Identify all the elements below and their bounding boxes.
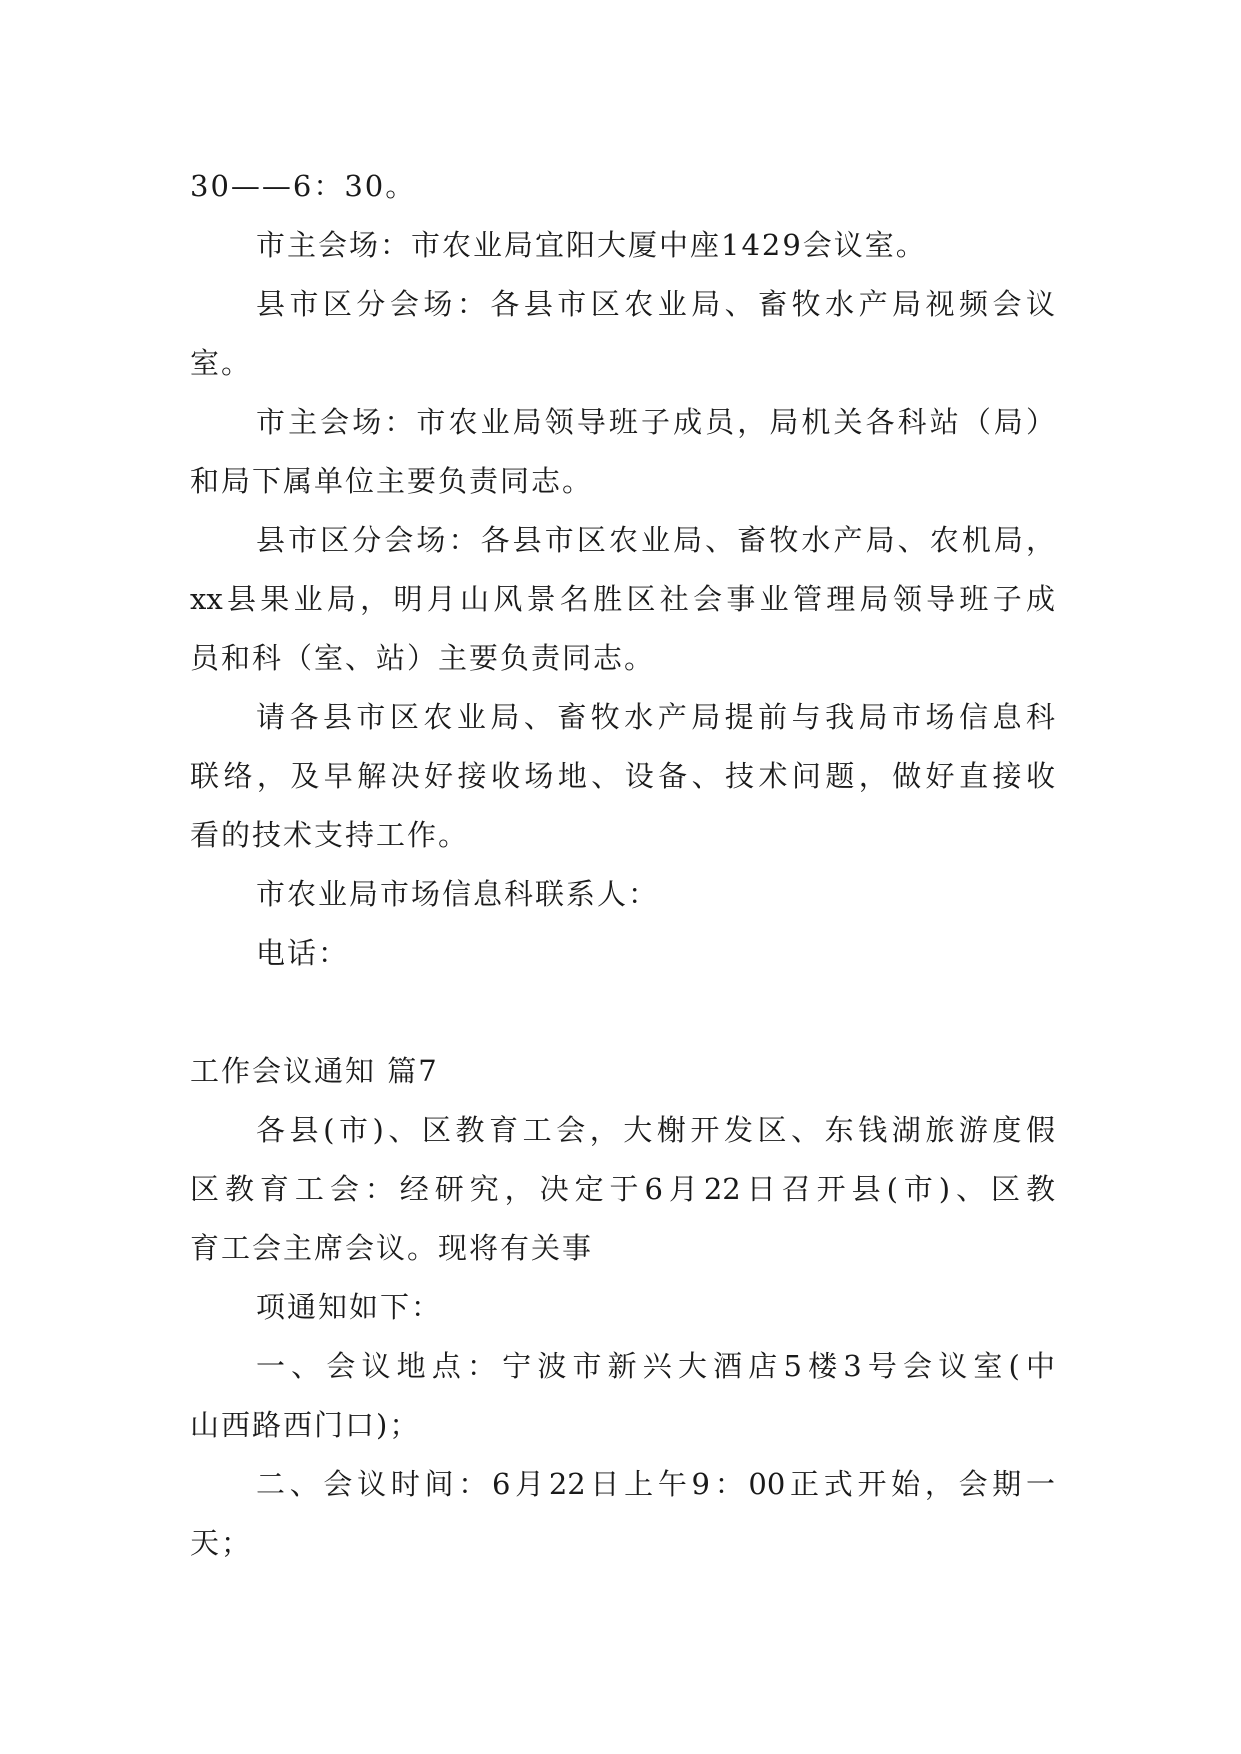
section-heading: 工作会议通知 篇7 [190, 1054, 439, 1088]
document-body [190, 157, 1055, 1573]
text-line-20: 一、会议地点：宁波市新兴大酒店5楼3号会议室(中 [256, 1349, 1055, 1383]
text-line-21: 山西路西门口)； [190, 1408, 421, 1442]
text-line-9: 员和科（室、站）主要负责同志。 [190, 641, 656, 675]
text-line-13: 市农业局市场信息科联系人： [256, 877, 660, 911]
text-line-5: 市主会场：市农业局领导班子成员，局机关各科站（局） [256, 405, 1055, 439]
text-line-8: xx县果业局，明月山风景名胜区社会事业管理局领导班子成 [190, 582, 1055, 616]
text-line-16: 各县(市)、区教育工会，大榭开发区、东钱湖旅游度假 [256, 1113, 1055, 1147]
text-line-19: 项通知如下： [256, 1290, 443, 1324]
text-line-18: 育工会主席会议。现将有关事 [190, 1231, 594, 1265]
text-line-23: 天； [190, 1526, 253, 1560]
text-line-10: 请各县市区农业局、畜牧水产局提前与我局市场信息科 [256, 700, 1055, 734]
text-line-17: 区教育工会：经研究，决定于6月22日召开县(市)、区教 [190, 1172, 1055, 1206]
text-line-22: 二、会议时间：6月22日上午9：00正式开始，会期一 [256, 1467, 1055, 1501]
section-gap [190, 983, 1055, 1042]
text-line-4: 室。 [190, 346, 253, 380]
text-line-3: 县市区分会场：各县市区农业局、畜牧水产局视频会议 [256, 287, 1055, 321]
text-line-6: 和局下属单位主要负责同志。 [190, 464, 594, 498]
text-line-7: 县市区分会场：各县市区农业局、畜牧水产局、农机局， [256, 523, 1055, 557]
text-line-11: 联络，及早解决好接收场地、设备、技术问题，做好直接收 [190, 759, 1055, 793]
text-line-2: 市主会场：市农业局宜阳大厦中座1429会议室。 [256, 228, 927, 262]
text-line-14: 电话： [256, 936, 350, 970]
text-line-1: 30——6：30。 [190, 169, 417, 203]
text-line-12: 看的技术支持工作。 [190, 818, 470, 852]
